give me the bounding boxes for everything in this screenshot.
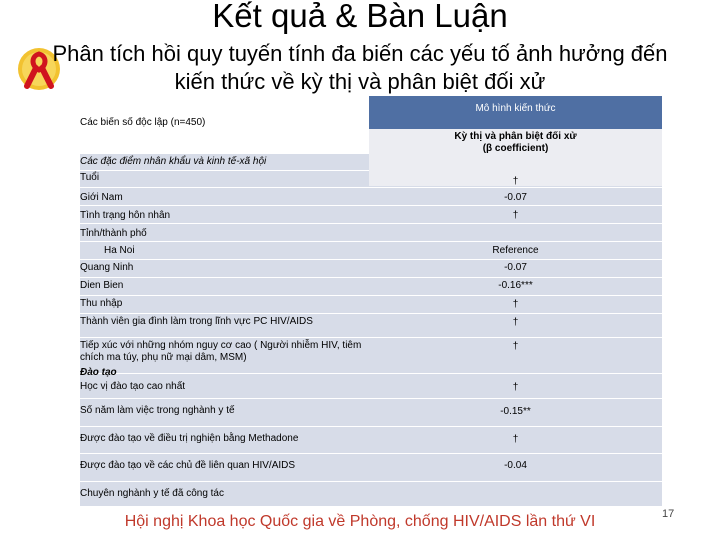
row-label: Được đào tạo về các chủ đề liên quan HIV/AIDS <box>80 460 296 471</box>
header-model-sub-label: Kỳ thị và phân biệt đối xử <box>454 131 577 142</box>
header-model-label: Mô hình kiến thức <box>475 103 556 114</box>
row-value: † <box>512 317 519 328</box>
header-independent-label: Các biến số độc lập (n=450) <box>80 117 206 128</box>
row-value: -0.07 <box>504 192 527 203</box>
row-label: Thành viên gia đình làm trong lĩnh vực PC HIV/AIDS <box>80 316 313 327</box>
row-value: † <box>512 210 519 221</box>
row-label: Quang Ninh <box>80 262 134 273</box>
slide-subtitle: Phân tích hồi quy tuyến tính đa biến các yếu tố ảnh hưởng đến kiến thức về kỳ thị và phân biệt đối xử <box>52 41 668 94</box>
row-label: Học vị đào tạo cao nhất <box>80 381 186 392</box>
row-label: Số năm làm việc trong nghành y tế <box>80 405 235 416</box>
page-number: 17 <box>662 508 675 520</box>
row-value: -0.15** <box>500 406 531 417</box>
row-value: -0.07 <box>504 262 527 273</box>
section-demographics: Các đặc điểm nhân khẩu và kinh tế-xã hội <box>80 156 267 167</box>
row-label: Được đào tạo về điều trị nghiện bằng Methadone <box>80 433 299 444</box>
row-value: † <box>512 299 519 310</box>
footer-conference: Hội nghị Khoa học Quốc gia về Phòng, chống HIV/AIDS lần thứ VI <box>124 513 596 530</box>
row-label: Tỉnh/thành phố <box>80 228 147 239</box>
row-label: Tiếp xúc với những nhóm nguy cơ cao ( Người nhiễm HIV, tiêm chích ma túy, phụ nữ mại dâm, MSM) <box>80 340 362 363</box>
row-label: Tình trạng hôn nhân <box>80 210 171 221</box>
row-value: † <box>512 176 519 187</box>
row-value: † <box>512 382 519 393</box>
row-value: † <box>512 341 519 352</box>
regression-table <box>80 96 662 506</box>
row-value: -0.16*** <box>498 280 533 291</box>
row-label: Tuổi <box>80 172 100 183</box>
row-label: Ha Noi <box>104 245 135 256</box>
row-label: Chuyên nghành y tế đã công tác <box>80 488 224 499</box>
row-value: -0.04 <box>504 460 527 471</box>
row-value: † <box>512 434 519 445</box>
row-label: Giới Nam <box>80 192 123 203</box>
slide-title: Kết quả & Bàn Luận <box>212 0 508 34</box>
row-value: Reference <box>492 245 539 256</box>
header-model-unit: (β coefficient) <box>482 143 549 154</box>
row-label: Dien Bien <box>80 280 124 291</box>
row-label: Thu nhập <box>80 298 123 309</box>
section-training: Đào tạo <box>80 367 117 378</box>
